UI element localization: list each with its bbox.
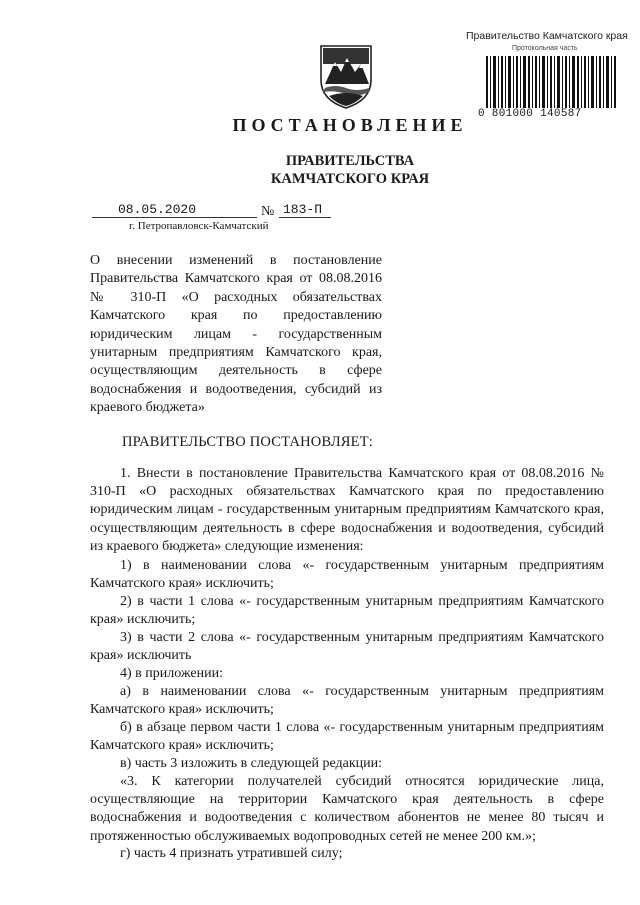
paragraph-9: «3. К категории получателей субсидий относятся юридические лица, осуществляющие на территории Камчатского края деятельность в сфере водоснабжения и водоотведения с количеством абонентов не менее 80 тысяч и протяженностью обслуживаемых водопроводных сетей не менее 200 км.»;	[90, 774, 604, 844]
number-sign: №	[261, 204, 275, 219]
registry-stamp-part: Протокольная часть	[512, 45, 578, 52]
barcode-image	[486, 48, 616, 108]
document-title: ПОСТАНОВЛЕНИЕ	[232, 115, 468, 135]
paragraph-3: 2) в части 1 слова «- государственным унитарным предприятиям Камчатского края» исключить;	[90, 594, 604, 628]
paragraph-7: б) в абзаце первом части 1 слова «- государственным унитарным предприятиям Камчатского края» исключить;	[90, 720, 604, 754]
paragraph-4: 3) в части 2 слова «- государственным унитарным предприятиям Камчатского края» исключить	[90, 630, 604, 664]
number-underline	[279, 217, 331, 218]
date-underline	[92, 217, 257, 218]
paragraph-8: в) часть 3 изложить в следующей редакции:	[120, 756, 383, 771]
barcode-number: 0 801000 140587	[478, 108, 582, 120]
document-city: г. Петропавловск-Камчатский	[129, 220, 269, 232]
document-number: 183-П	[283, 202, 323, 217]
paragraph-2: 1) в наименовании слова «- государственным унитарным предприятиям Камчатского края» исключить;	[90, 558, 604, 592]
paragraph-1: 1. Внести в постановление Правительства Камчатского края от 08.08.2016 № 310-П «О расходных обязательствах Камчатского края по предоставлению юридическим лицам - государственным унитарным предприятиям Камчатского края, осуществляющим деятельность в сфере водоснабжения и водоотведения, субсидий из краевого бюджета» следующие изменения:	[90, 466, 604, 554]
paragraph-10: г) часть 4 признать утратившей силу;	[120, 846, 343, 861]
issuing-authority	[0, 152, 640, 188]
issuing-authority-line2: КАМЧАТСКОГО КРАЯ	[270, 171, 430, 187]
document-subject: О внесении изменений в постановление Правительства Камчатского края от 08.08.2016 № 310-П «О расходных обязательствах Камчатского края по предоставлению юридическим лицам - государственным унитарным предприятиям Камчатского края, осуществляющим деятельность в сфере водоснабжения и водоотведения, субсидий из краевого бюджета»	[90, 253, 382, 416]
decree-heading: ПРАВИТЕЛЬСТВО ПОСТАНОВЛЯЕТ:	[122, 434, 374, 450]
document-date: 08.05.2020	[118, 202, 197, 217]
kamchatka-emblem-icon	[317, 40, 375, 110]
paragraph-6: а) в наименовании слова «- государственным унитарным предприятиям Камчатского края» исключить;	[90, 684, 604, 718]
registry-stamp-organization: Правительство Камчатского края	[466, 30, 628, 42]
paragraph-5: 4) в приложении:	[120, 666, 223, 681]
issuing-authority-line1: ПРАВИТЕЛЬСТВА	[285, 153, 415, 169]
